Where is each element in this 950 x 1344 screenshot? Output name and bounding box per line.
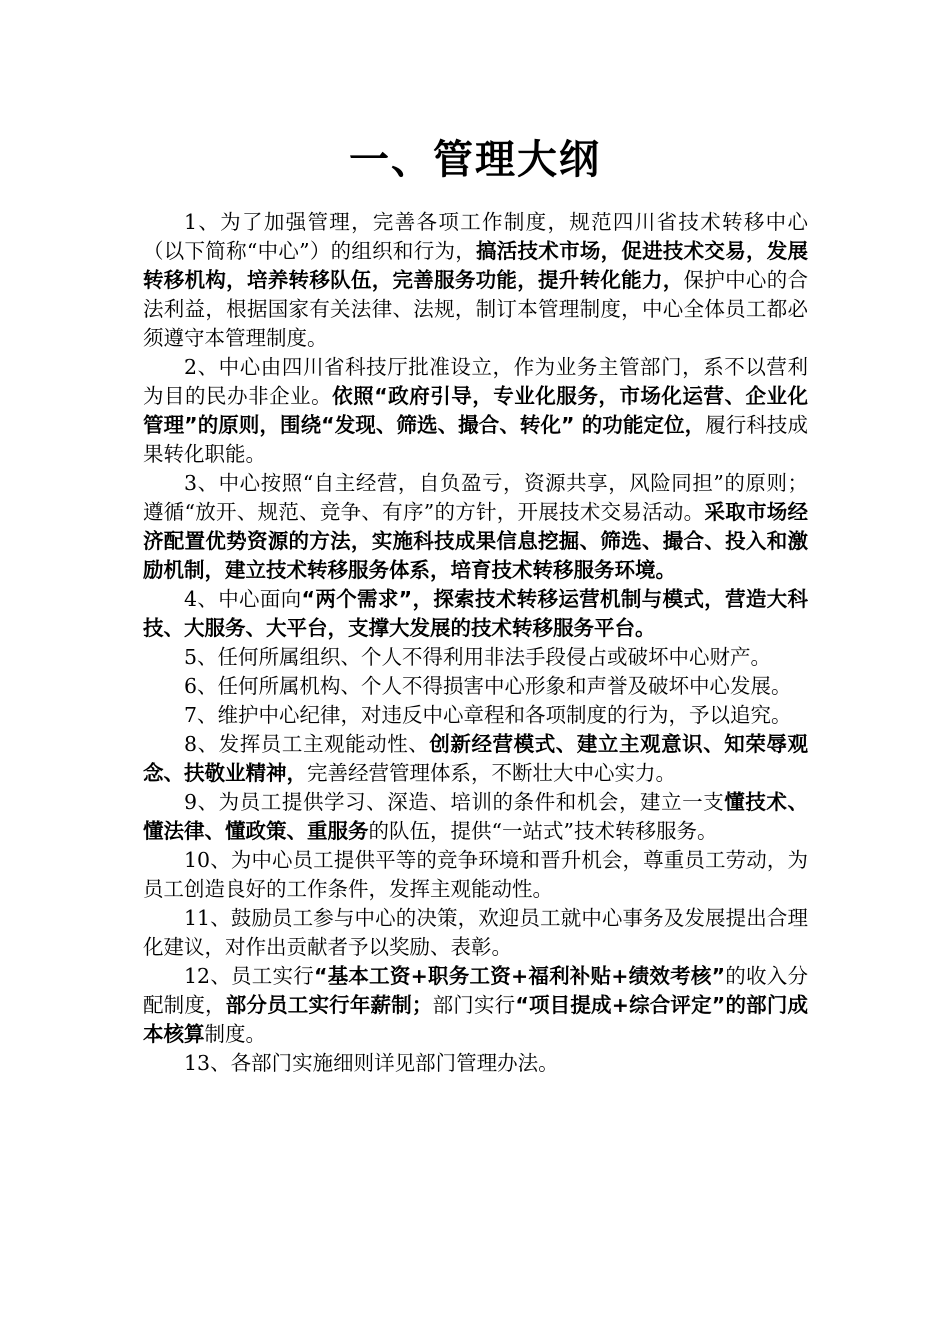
paragraph-10 <box>143 846 808 904</box>
bold-text-segment: 部分员工实行年薪制； <box>225 993 433 1017</box>
text-segment: 7、维护中心纪律，对违反中心章程和各项制度的行为，予以追究。 <box>184 703 792 727</box>
paragraph-11 <box>143 904 808 962</box>
text-segment: 的收入分配制度， <box>143 964 809 1017</box>
bold-text-segment: 创新经营模式、建立主观意识、知荣辱观念、扶敬业精神， <box>143 732 809 785</box>
text-segment: 部门实行 <box>432 993 516 1017</box>
text-segment: 1、为了加强管理，完善各项工作制度，规范四川省技术转移中心（以下简称“中心”）的组织和行为， <box>143 210 808 263</box>
text-segment: 的队伍，提供“一站式”技术转移服务。 <box>368 819 718 843</box>
document-body <box>143 208 808 1078</box>
paragraph-13 <box>143 1049 808 1078</box>
text-segment: 保护中心的合法利益，根据国家有关法律、法规，制订本管理制度，中心全体员工都必须遵守本管理制度。 <box>143 268 808 350</box>
bold-text-segment: 搞活技术市场，促进技术交易，发展转移机构，培养转移队伍，完善服务功能，提升转化能力， <box>143 239 808 292</box>
text-segment: 4、中心面向 <box>184 587 302 611</box>
paragraph-2 <box>143 353 808 469</box>
text-segment: 完善经营管理体系，不断壮大中心实力。 <box>307 761 676 785</box>
paragraph-5 <box>143 643 808 672</box>
bold-text-segment: “项目提成+综合评定”的部门成本核算 <box>143 993 809 1046</box>
bold-text-segment: 懂技术、懂法律、懂政策、重服务 <box>143 790 808 843</box>
paragraph-9 <box>143 788 808 846</box>
bold-text-segment: “两个需求”，探索技术转移运营机制与模式，营造大科技、大服务、大平台，支撑大发展的技术转移服务平台。 <box>143 587 808 640</box>
text-segment: 3、中心按照“自主经营，自负盈亏，资源共享，风险同担”的原则；遵循“放开、规范、竞争、有序”的方针，开展技术交易活动。 <box>143 471 808 524</box>
text-segment: 9、为员工提供学习、深造、培训的条件和机会，建立一支 <box>184 790 725 814</box>
paragraph-3 <box>143 469 808 585</box>
text-segment: 10、为中心员工提供平等的竞争环境和晋升机会，尊重员工劳动，为员工创造良好的工作条件，发挥主观能动性。 <box>143 848 808 901</box>
text-segment: 13、各部门实施细则详见部门管理办法。 <box>184 1051 559 1075</box>
text-segment: 5、任何所属组织、个人不得利用非法手段侵占或破坏中心财产。 <box>184 645 772 669</box>
paragraph-1 <box>143 208 808 353</box>
text-segment: 8、发挥员工主观能动性、 <box>184 732 430 756</box>
paragraph-4 <box>143 585 808 643</box>
text-segment: 11、鼓励员工参与中心的决策，欢迎员工就中心事务及发展提出合理化建议，对作出贡献者予以奖励、表彰。 <box>143 906 808 959</box>
paragraph-8 <box>143 730 808 788</box>
bold-text-segment: “基本工资+职务工资+福利补贴+绩效考核” <box>313 964 726 988</box>
text-segment: 6、任何所属机构、个人不得损害中心形象和声誉及破坏中心发展。 <box>184 674 792 698</box>
paragraph-6 <box>143 672 808 701</box>
paragraph-12 <box>143 962 808 1049</box>
text-segment: 制度。 <box>204 1022 266 1046</box>
text-segment: 履行科技成果转化职能。 <box>143 413 809 466</box>
page-title: 一、管理大纲 <box>349 137 601 183</box>
text-segment: 2、中心由四川省科技厅批准设立，作为业务主管部门，系不以营利为目的民办非企业。 <box>143 355 808 408</box>
paragraph-7 <box>143 701 808 730</box>
text-segment: 12、员工实行 <box>184 964 314 988</box>
bold-text-segment: 采取市场经济配置优势资源的方法，实施科技成果信息挖掘、筛选、撮合、投入和激励机制，建立技术转移服务体系，培育技术转移服务环境。 <box>143 500 809 582</box>
bold-text-segment: 依照“政府引导，专业化服务，市场化运营、企业化管理”的原则，围绕“发现、筛选、撮合、转化” 的功能定位， <box>143 384 808 437</box>
